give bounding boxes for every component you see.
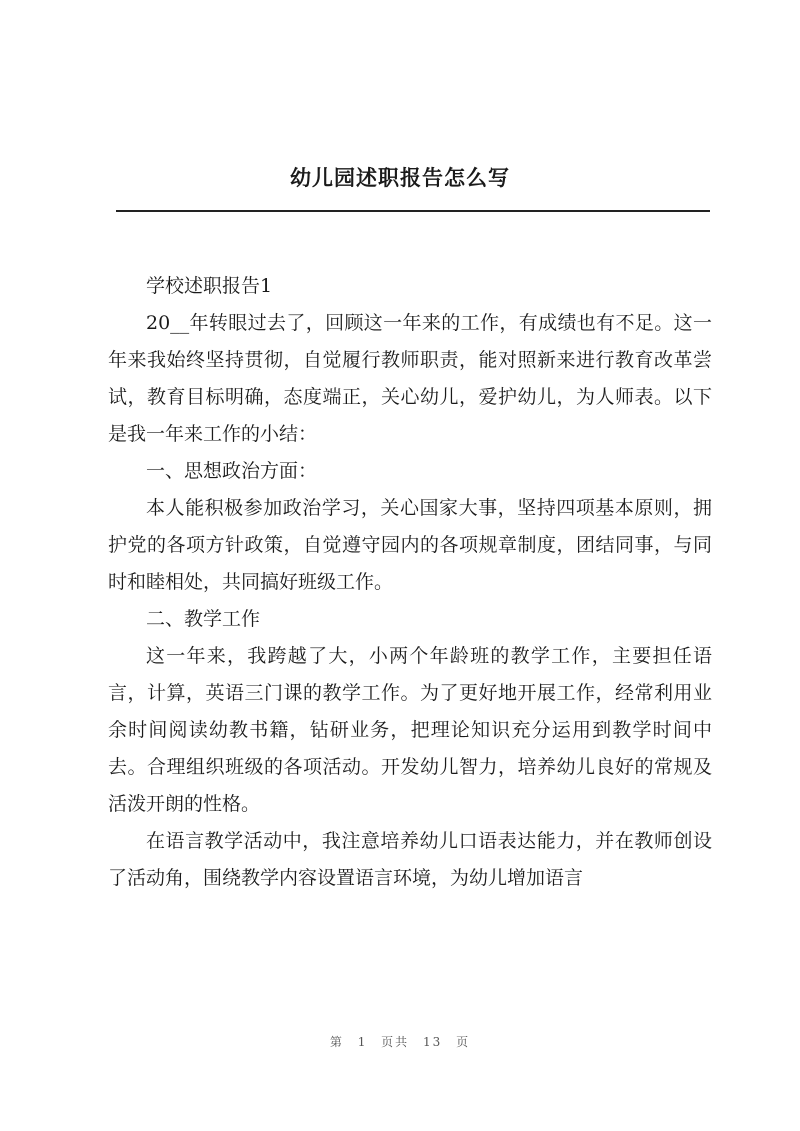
page-footer <box>0 1033 800 1050</box>
paragraph-report-heading: 学校述职报告1 <box>146 275 273 297</box>
paragraph-politics: 本人能积极参加政治学习，关心国家大事，坚持四项基本原则，拥护党的各项方针政策，自觉遵守园内的各项规章制度，团结同事，与同时和睦相处，共同搞好班级工作。 <box>108 497 712 593</box>
footer-current-page: 1 <box>357 1035 368 1049</box>
footer-suffix: 页 <box>456 1035 471 1049</box>
paragraph-section-politics-heading: 一、思想政治方面： <box>146 460 318 482</box>
footer-total-pages: 13 <box>423 1035 443 1049</box>
footer-prefix: 第 <box>329 1035 344 1049</box>
paragraph-intro: 20__年转眼过去了，回顾这一年来的工作，有成绩也有不足。这一年来我始终坚持贯彻，自觉履行教师职责，能对照新来进行教育改革尝试，教育目标明确，态度端正，关心幼儿，爱护幼儿，为人师表。以下是我一年来工作的小结： <box>108 312 712 445</box>
paragraph-section-teaching-heading: 二、教学工作 <box>146 608 261 630</box>
paragraph-teaching: 这一年来，我跨越了大，小两个年龄班的教学工作，主要担任语言，计算，英语三门课的教学工作。为了更好地开展工作，经常利用业余时间阅读幼教书籍，钻研业务，把理论知识充分运用到教学时间中去。合理组织班级的各项活动。开发幼儿智力，培养幼儿良好的常规及活泼开朗的性格。 <box>108 645 712 815</box>
footer-middle: 页共 <box>381 1035 410 1049</box>
title-divider <box>116 210 710 212</box>
document-body <box>108 268 712 897</box>
document-title: 幼儿园述职报告怎么写 <box>290 165 510 190</box>
paragraph-language-teaching: 在语言教学活动中，我注意培养幼儿口语表达能力，并在教师创设了活动角，围绕教学内容设置语言环境，为幼儿增加语言 <box>108 830 712 889</box>
